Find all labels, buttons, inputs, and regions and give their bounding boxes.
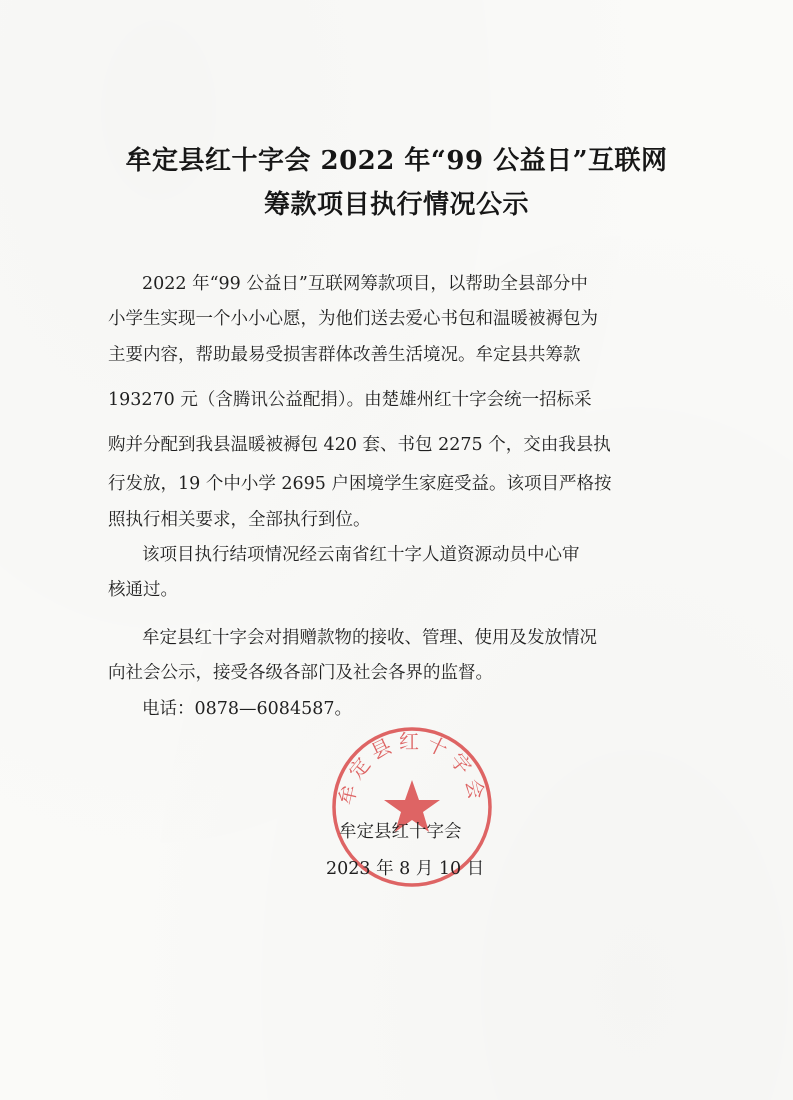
signature-date: 2023 年 8 月 10 日	[326, 859, 485, 879]
signature-organization: 牟定县红十字会	[339, 822, 462, 842]
body-line: 牟定县红十字会对捐赠款物的接收、管理、使用及发放情况	[142, 628, 597, 648]
body-line: 193270 元（含腾讯公益配捐）。由楚雄州红十字会统一招标采	[108, 390, 592, 410]
body-line: 行发放，19 个中小学 2695 户困境学生家庭受益。该项目严格按	[108, 474, 612, 494]
body-line: 购并分配到我县温暖被褥包 420 套、书包 2275 个，交由我县执	[108, 435, 611, 455]
body-line: 该项目执行结项情况经云南省红十字人道资源动员中心审	[142, 545, 580, 565]
document-title-line-2: 筹款项目执行情况公示	[263, 190, 529, 220]
body-line: 小学生实现一个小小心愿，为他们送去爱心书包和温暖被褥包为	[108, 309, 598, 329]
svg-text:牟定县红十字会: 牟定县红十字会	[334, 729, 490, 808]
body-line: 向社会公示，接受各级各部门及社会各界的监督。	[108, 663, 493, 683]
body-line: 电话：0878—6084587。	[142, 699, 352, 719]
body-line: 照执行相关要求，全部执行到位。	[108, 510, 371, 530]
body-line: 核通过。	[108, 580, 178, 600]
document-title-line-1: 牟定县红十字会 2022 年“99 公益日”互联网	[125, 146, 668, 176]
body-line: 2022 年“99 公益日”互联网筹款项目，以帮助全县部分中	[142, 274, 588, 294]
body-line: 主要内容，帮助最易受损害群体改善生活境况。牟定县共筹款	[108, 345, 581, 365]
